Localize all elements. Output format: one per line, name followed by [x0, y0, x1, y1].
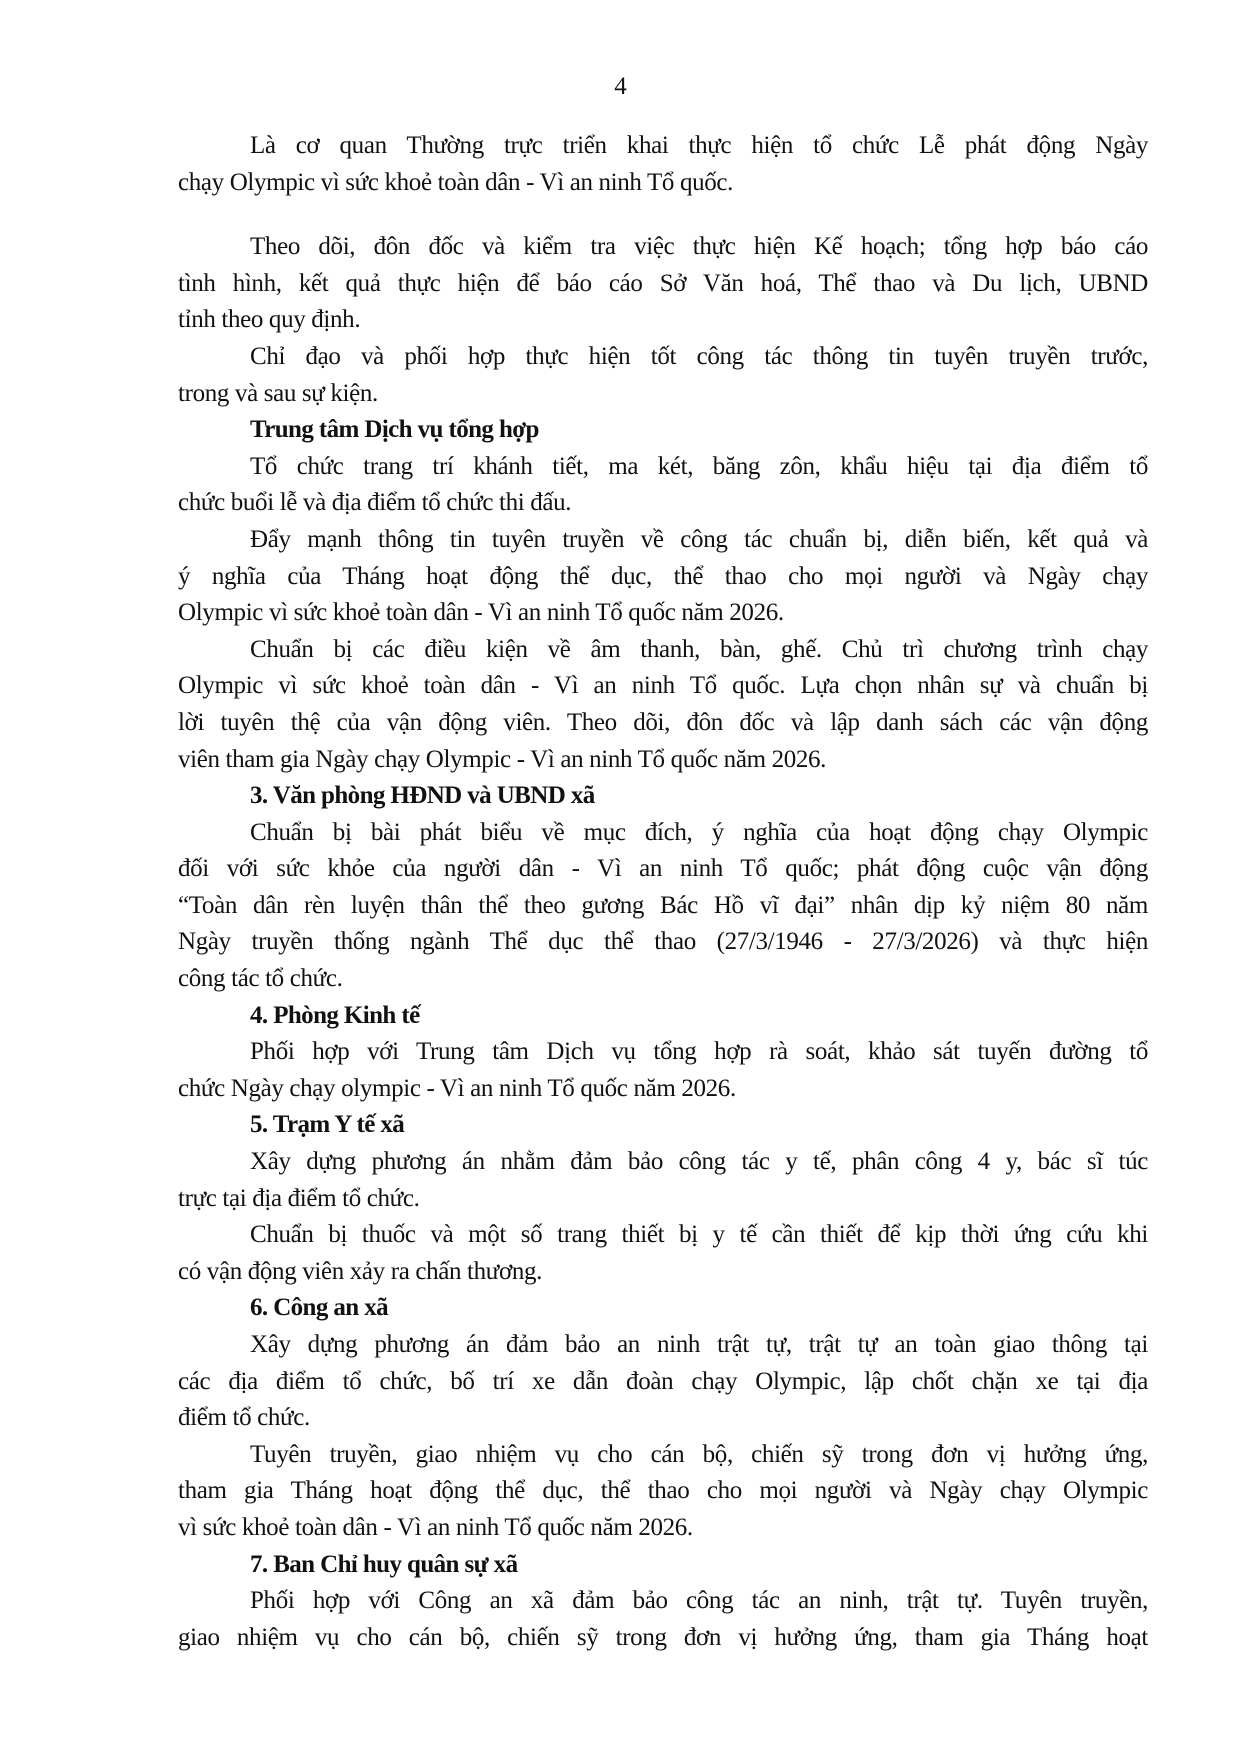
document-body — [178, 128, 1148, 1656]
paragraph-line: vì sức khoẻ toàn dân - Vì an ninh Tổ quốc năm 2026. — [178, 1513, 693, 1541]
paragraph-line: trực tại địa điểm tổ chức. — [178, 1184, 420, 1212]
paragraph-line: Phối hợp với Công an xã đảm bảo công tác an ninh, trật tự. Tuyên truyền, — [250, 1587, 1148, 1615]
paragraph-line: công tác tổ chức. — [178, 965, 343, 993]
section-heading: 3. Văn phòng HĐND và UBND xã — [250, 782, 595, 810]
paragraph-line: Theo dõi, đôn đốc và kiểm tra việc thực hiện Kế hoạch; tổng hợp báo cáo — [250, 233, 1148, 261]
paragraph — [178, 1144, 1148, 1217]
section-heading: 4. Phòng Kinh tế — [250, 1001, 420, 1029]
paragraph-line: tình hình, kết quả thực hiện để báo cáo Sở Văn hoá, Thể thao và Du lịch, UBND — [178, 269, 1148, 297]
paragraph-line: điểm tổ chức. — [178, 1404, 310, 1432]
paragraph — [178, 1437, 1148, 1547]
paragraph-line: trong và sau sự kiện. — [178, 379, 378, 407]
paragraph-line: đối với sức khỏe của người dân - Vì an ninh Tổ quốc; phát động cuộc vận động — [178, 855, 1148, 883]
paragraph-line: lời tuyên thệ của vận động viên. Theo dõi, đôn đốc và lập danh sách các vận động — [178, 708, 1148, 736]
paragraph-line: Phối hợp với Trung tâm Dịch vụ tổng hợp rà soát, khảo sát tuyến đường tổ — [250, 1038, 1148, 1066]
paragraph — [178, 1034, 1148, 1107]
section-heading: 6. Công an xã — [250, 1294, 389, 1322]
paragraph — [178, 1217, 1148, 1290]
paragraph-line: có vận động viên xảy ra chấn thương. — [178, 1257, 543, 1285]
paragraph-line: Đẩy mạnh thông tin tuyên truyền về công tác chuẩn bị, diễn biến, kết quả và — [250, 525, 1148, 553]
paragraph-line: Là cơ quan Thường trực triển khai thực hiện tổ chức Lễ phát động Ngày — [250, 132, 1148, 159]
paragraph — [178, 339, 1148, 412]
page-number: 4 — [614, 73, 627, 100]
paragraph-line: Chỉ đạo và phối hợp thực hiện tốt công tác thông tin tuyên truyền trước, — [250, 342, 1148, 370]
paragraph-line: Olympic vì sức khoẻ toàn dân - Vì an ninh Tổ quốc năm 2026. — [178, 599, 784, 627]
paragraph-line: Xây dựng phương án nhằm đảm bảo công tác y tế, phân công 4 y, bác sĩ túc — [250, 1148, 1148, 1176]
paragraph-line: “Toàn dân rèn luyện thân thể theo gương Bác Hồ vĩ đại” nhân dịp kỷ niệm 80 năm — [178, 891, 1148, 919]
paragraph-line: Xây dựng phương án đảm bảo an ninh trật tự, trật tự an toàn giao thông tại — [250, 1331, 1148, 1358]
paragraph-line: Ngày truyền thống ngành Thể dục thể thao (27/3/1946 - 27/3/2026) và thực hiện — [178, 928, 1148, 956]
paragraph-spacer — [178, 201, 1148, 229]
section-heading: 7. Ban Chỉ huy quân sự xã — [250, 1550, 518, 1578]
paragraph — [178, 522, 1148, 632]
paragraph-line: tỉnh theo quy định. — [178, 306, 361, 334]
paragraph-line: Chuẩn bị thuốc và một số trang thiết bị y tế cần thiết để kịp thời ứng cứu khi — [250, 1221, 1148, 1249]
paragraph — [178, 632, 1148, 778]
paragraph-line: Olympic vì sức khoẻ toàn dân - Vì an ninh Tổ quốc. Lựa chọn nhân sự và chuẩn bị — [178, 672, 1148, 700]
paragraph — [178, 1327, 1148, 1437]
paragraph — [178, 449, 1148, 522]
paragraph — [178, 1583, 1148, 1656]
paragraph — [178, 815, 1148, 998]
paragraph-line: chức buổi lễ và địa điểm tổ chức thi đấu. — [178, 489, 572, 517]
paragraph — [178, 128, 1148, 201]
paragraph-line: tham gia Tháng hoạt động thể dục, thể thao cho mọi người và Ngày chạy Olympic — [178, 1477, 1148, 1505]
paragraph-line: Tuyên truyền, giao nhiệm vụ cho cán bộ, chiến sỹ trong đơn vị hưởng ứng, — [250, 1440, 1148, 1468]
paragraph-line: chạy Olympic vì sức khoẻ toàn dân - Vì an ninh Tổ quốc. — [178, 168, 734, 196]
paragraph-line: viên tham gia Ngày chạy Olympic - Vì an ninh Tổ quốc năm 2026. — [178, 745, 827, 773]
paragraph-line: Chuẩn bị bài phát biểu về mục đích, ý nghĩa của hoạt động chạy Olympic — [250, 818, 1148, 846]
section-heading: 5. Trạm Y tế xã — [250, 1111, 405, 1139]
section-heading: Trung tâm Dịch vụ tổng hợp — [250, 416, 539, 444]
paragraph-line: các địa điểm tổ chức, bố trí xe dẫn đoàn chạy Olympic, lập chốt chặn xe tại địa — [178, 1367, 1148, 1395]
paragraph-line: Tổ chức trang trí khánh tiết, ma két, băng zôn, khẩu hiệu tại địa điểm tổ — [250, 452, 1148, 480]
paragraph-line: ý nghĩa của Tháng hoạt động thể dục, thể thao cho mọi người và Ngày chạy — [178, 562, 1148, 590]
paragraph-line: giao nhiệm vụ cho cán bộ, chiến sỹ trong đơn vị hưởng ứng, tham gia Tháng hoạt — [178, 1623, 1148, 1651]
paragraph-line: Chuẩn bị các điều kiện về âm thanh, bàn, ghế. Chủ trì chương trình chạy — [250, 635, 1148, 663]
paragraph — [178, 229, 1148, 339]
paragraph-line: chức Ngày chạy olympic - Vì an ninh Tổ quốc năm 2026. — [178, 1074, 736, 1102]
